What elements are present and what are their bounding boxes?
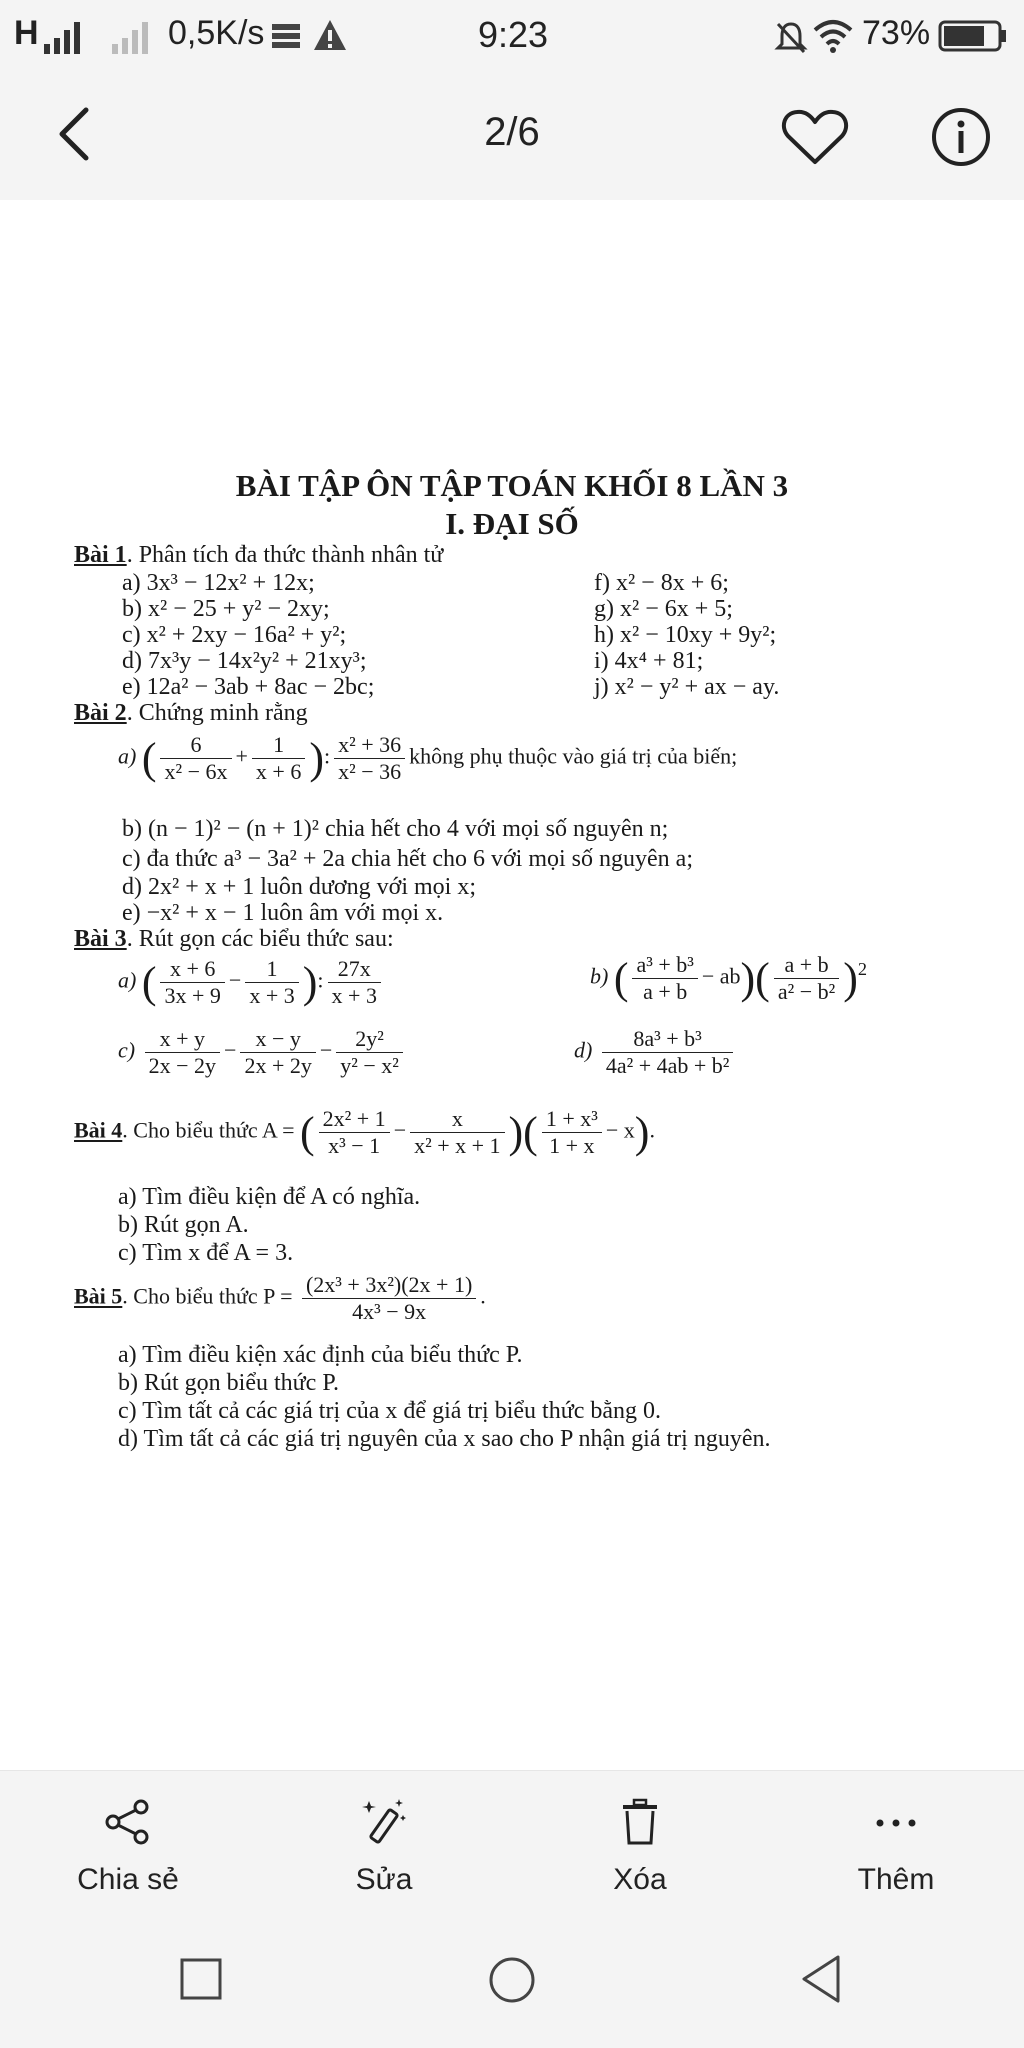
bai3-text: . Rút gọn các biểu thức sau:	[126, 926, 394, 952]
section-title: I. ĐẠI SỐ	[445, 506, 579, 541]
bai1-item-d: d) 7x³y − 14x²y² + 21xy³;	[122, 648, 367, 674]
frac-den: x² − 6x	[164, 759, 228, 784]
bai3-a-label: a)	[118, 967, 137, 993]
bai4-item-a: a) Tìm điều kiện để A có nghĩa.	[118, 1184, 421, 1210]
clock: 9:23	[478, 14, 549, 55]
bai4-text: . Cho biểu thức A =	[122, 1117, 295, 1143]
bai3-item-b: b) ( $\frac{\text{a³ + b³}}{a + b}$ − ab)( $\frac{a + b}{\text{a² − b²}}$ )$^2$	[590, 952, 868, 1004]
frac-num: 1	[245, 956, 298, 983]
network-speed: 0,5K/s	[168, 14, 265, 52]
bai5-item-d: d) Tìm tất cả các giá trị nguyên của x sao cho P nhận giá trị nguyên.	[118, 1426, 771, 1452]
bai2-item-d: d) 2x² + x + 1 luôn dương với mọi x;	[122, 874, 476, 900]
frac-den: x² − 36	[338, 759, 402, 784]
frac-num: x² + 36	[334, 732, 405, 759]
signal-icon	[42, 22, 90, 54]
delete-button[interactable]	[512, 1771, 768, 1911]
frac-den: 3x + 9	[164, 983, 221, 1008]
edit-wand-icon	[359, 1797, 409, 1847]
frac-den: y² − x²	[340, 1053, 399, 1078]
frac-num: a + b	[774, 952, 839, 979]
bai4-heading: Bài 4. Cho biểu thức A = ( $\frac{\text{2x² + 1}}{\text{x³ − 1}}$ − $\frac{x}{\text{x² + x + 1}}$ )( $\frac{\text{1 + x³}}{1 + x}$ − x).	[74, 1106, 655, 1158]
bai2-heading	[74, 700, 308, 727]
bai1-item-f: f) x² − 8x + 6;	[594, 570, 729, 596]
bai5-item-b: b) Rút gọn biểu thức P.	[118, 1370, 340, 1396]
bai3-label: Bài 3	[74, 926, 127, 952]
share-button[interactable]	[0, 1771, 256, 1911]
bai1-item-h: h) x² − 10xy + 9y²;	[594, 622, 777, 648]
frac-num: x − y	[240, 1026, 315, 1053]
frac-num: x	[410, 1106, 504, 1133]
more-label: Thêm	[857, 1863, 935, 1896]
bai2-item-a: a) ( $\frac{6}{\text{x² − 6x}}$ + $\frac{1}{x + 6}$ ): $\frac{\text{x² + 36}}{\text{x² − 36}}$ không phụ thuộc vào giá trị của biến;	[118, 732, 738, 784]
frac-den: a + b	[643, 979, 688, 1004]
bai3-b-mid: − ab	[701, 963, 741, 989]
bai2-item-c: c) đa thức a³ − 3a² + 2a chia hết cho 6 với mọi số nguyên a;	[122, 846, 693, 872]
bai1-text: . Phân tích đa thức thành nhân tử	[126, 542, 444, 568]
share-icon	[103, 1797, 153, 1847]
bai1-item-g: g) x² − 6x + 5;	[594, 596, 733, 622]
frac-num: (2x³ + 3x²)(2x + 1)	[302, 1272, 476, 1299]
frac-den: 2x − 2y	[148, 1053, 217, 1078]
bai2-item-e: e) −x² + x − 1 luôn âm với mọi x.	[122, 900, 444, 926]
bai5-label: Bài 5	[74, 1283, 123, 1309]
system-nav-bar	[0, 1910, 1024, 2048]
bai2-a-label: a)	[118, 743, 137, 769]
bai4-tail: − x	[605, 1117, 635, 1143]
frac-den: x + 3	[249, 983, 295, 1008]
bai5-text: . Cho biểu thức P =	[122, 1283, 293, 1309]
bai2-a-tail: không phụ thuộc vào giá trị của biến;	[409, 743, 738, 769]
share-label: Chia sẻ	[77, 1863, 179, 1896]
bai3-heading	[74, 926, 394, 953]
status-bar	[0, 0, 1024, 70]
bai1-label: Bài 1	[74, 542, 127, 568]
network-type: H	[14, 14, 39, 52]
doc-title: BÀI TẬP ÔN TẬP TOÁN KHỐI 8 LẦN 3	[235, 468, 789, 503]
frac-num: 1	[252, 732, 305, 759]
warning-icon	[312, 18, 348, 52]
battery-icon	[938, 20, 1008, 52]
bai5-item-a: a) Tìm điều kiện xác định của biểu thức P.	[118, 1342, 523, 1368]
heart-icon[interactable]	[780, 108, 850, 168]
frac-den: a² − b²	[777, 979, 836, 1004]
mute-bell-icon	[774, 20, 808, 54]
bai1-item-j: j) x² − y² + ax − ay.	[594, 674, 780, 700]
bai1-item-a: a) 3x³ − 12x² + 12x;	[122, 570, 315, 596]
bai4-label: Bài 4	[74, 1117, 123, 1143]
data-saver-icon	[270, 20, 306, 52]
bai1-item-c: c) x² + 2xy − 16a² + y²;	[122, 622, 347, 648]
bai3-item-d	[574, 1026, 737, 1079]
frac-den: 4a² + 4ab + b²	[605, 1053, 730, 1078]
bai3-b-label: b)	[590, 963, 609, 989]
bai3-d-label: d)	[574, 1037, 593, 1063]
wifi-icon	[812, 18, 854, 54]
bai3-c-label: c)	[118, 1037, 136, 1063]
action-bar	[0, 1770, 1024, 1911]
bai5-item-c: c) Tìm tất cả các giá trị của x để giá trị biểu thức bằng 0.	[118, 1398, 662, 1424]
frac-num: 2y²	[336, 1026, 403, 1053]
bai1-item-b: b) x² − 25 + y² − 2xy;	[122, 596, 330, 622]
frac-num: 27x	[328, 956, 381, 983]
frac-num: 6	[160, 732, 231, 759]
delete-label: Xóa	[613, 1863, 667, 1896]
frac-den: 1 + x	[549, 1133, 595, 1158]
frac-num: x + 6	[160, 956, 224, 983]
bai1-heading	[74, 542, 443, 569]
frac-num: a³ + b³	[632, 952, 697, 979]
info-icon[interactable]	[930, 106, 992, 168]
back-icon[interactable]	[796, 1952, 846, 2006]
bai5-heading: Bài 5. Cho biểu thức P = $\frac{\text{(2x³ + 3x²)(2x + 1)}}{\text{4x³ − 9x}}$ .	[74, 1272, 486, 1324]
bai2-text: . Chứng minh rằng	[126, 700, 308, 726]
bai4-item-c: c) Tìm x để A = 3.	[118, 1240, 294, 1266]
more-dots-icon	[871, 1797, 921, 1847]
frac-num: 2x² + 1	[319, 1106, 390, 1133]
home-icon[interactable]	[486, 1954, 538, 2006]
frac-den: x + 3	[331, 983, 377, 1008]
battery-percent: 73%	[862, 14, 931, 52]
frac-num: 1 + x³	[542, 1106, 602, 1133]
edit-label: Sửa	[355, 1863, 413, 1896]
more-button[interactable]	[768, 1771, 1024, 1911]
signal-icon-2	[110, 22, 158, 54]
edit-button[interactable]	[256, 1771, 512, 1911]
bai2-item-b: b) (n − 1)² − (n + 1)² chia hết cho 4 với mọi số nguyên n;	[122, 816, 669, 842]
trash-icon	[615, 1797, 665, 1847]
viewer-toolbar	[0, 70, 1024, 201]
frac-den: x² + x + 1	[414, 1133, 501, 1158]
page-indicator: 2/6	[484, 110, 540, 154]
bai1-item-i: i) 4x⁴ + 81;	[594, 648, 704, 674]
bai3-item-a: a) ( $\frac{x + 6}{3x + 9}$ − $\frac{1}{x + 3}$ ): $\frac{27x}{x + 3}$	[118, 956, 385, 1009]
frac-num: 8a³ + b³	[602, 1026, 734, 1053]
frac-num: x + y	[145, 1026, 220, 1053]
frac-den: 4x³ − 9x	[352, 1299, 427, 1324]
frac-den: x + 6	[255, 759, 302, 784]
document-image[interactable]	[0, 200, 1024, 1770]
bai4-item-b: b) Rút gọn A.	[118, 1212, 249, 1238]
bai1-item-e: e) 12a² − 3ab + 8ac − 2bc;	[122, 674, 375, 700]
recent-apps-icon[interactable]	[176, 1954, 226, 2004]
frac-den: 2x + 2y	[244, 1053, 312, 1078]
frac-den: x³ − 1	[328, 1133, 381, 1158]
bai3-item-c: c) $\frac{x + y}{2x - 2y}$ − $\frac{x - y}{2x + 2y}$ − $\frac{\text{2y²}}{\text{y² − x²}}$	[118, 1026, 407, 1079]
bai2-label: Bài 2	[74, 700, 127, 726]
